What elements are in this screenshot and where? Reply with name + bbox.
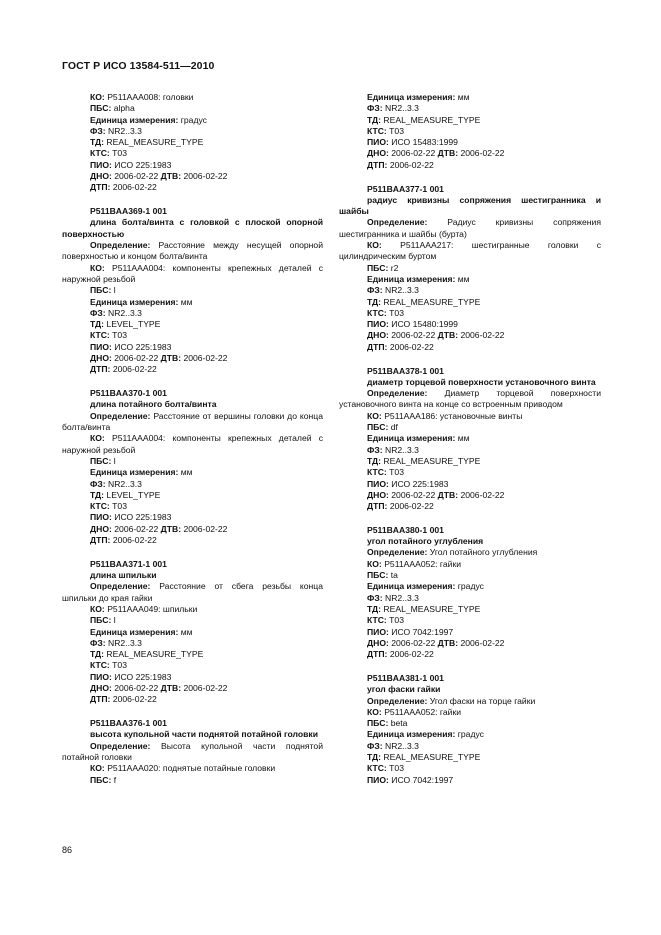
entry-code: P511BAA378-1 001 xyxy=(367,365,444,376)
unit-line: Единица измерения: градус xyxy=(367,729,484,740)
pbs-line: ПБС: l xyxy=(90,615,116,626)
td-line: ТД: REAL_MEASURE_TYPE xyxy=(367,114,481,125)
fz-line: ФЗ: NR2..3.3 xyxy=(90,637,142,648)
definition: Определение: Радиус кривизны сопряжения шестигранника и шайбы (бурта) xyxy=(339,217,601,239)
entry-name: высота купольной части поднятой потайной головки xyxy=(90,729,318,740)
dno-dtv-line: ДНО: 2006-02-22 ДТВ: 2006-02-22 xyxy=(90,353,228,364)
unit-line: Единица измерения: мм xyxy=(90,296,193,307)
left-column xyxy=(62,92,323,798)
ko-line: КО: P511AAA008: головки xyxy=(90,92,194,102)
entry-p511baa376 xyxy=(62,718,323,786)
pbs-line: ПБС: ta xyxy=(367,570,398,581)
page-number: 86 xyxy=(62,845,73,855)
entry-p511baa378 xyxy=(339,366,601,513)
fz-line: ФЗ: NR2..3.3 xyxy=(367,592,419,603)
pio-line: ПИО: ИСО 225:1983 xyxy=(90,159,172,170)
entry-p511baa370 xyxy=(62,388,323,546)
entry-p511baa380 xyxy=(339,525,601,661)
unit-line: Единица измерения: мм xyxy=(367,273,470,284)
pio-line: ПИО: ИСО 7042:1997 xyxy=(367,774,454,785)
pbs-line: ПБС: r2 xyxy=(367,262,399,273)
kts-line: КТС: T03 xyxy=(90,660,127,671)
definition: Определение: Расстояние между несущей опорной поверхностью и концом болта/винта xyxy=(62,240,323,262)
td-line: ТД: REAL_MEASURE_TYPE xyxy=(367,603,481,614)
dtp-line: ДТП: 2006-02-22 xyxy=(367,341,434,352)
dno-dtv-line: ДНО: 2006-02-22 ДТВ: 2006-02-22 xyxy=(90,171,228,182)
dtp-line: ДТП: 2006-02-22 xyxy=(90,182,157,193)
fz-line: ФЗ: NR2..3.3 xyxy=(367,285,419,296)
kts-line: КТС: T03 xyxy=(367,125,404,136)
entry-code: P511BAA380-1 001 xyxy=(367,524,444,535)
pio-line: ПИО: ИСО 15480:1999 xyxy=(367,319,458,330)
dno-dtv-line: ДНО: 2006-02-22 ДТВ: 2006-02-22 xyxy=(367,637,505,648)
entry-name: угол фаски гайки xyxy=(367,684,441,695)
td-line: ТД: REAL_MEASURE_TYPE xyxy=(90,649,204,660)
td-line: ТД: REAL_MEASURE_TYPE xyxy=(90,137,204,148)
unit-line: Единица измерения: градус xyxy=(367,581,484,592)
dno-dtv-line: ДНО: 2006-02-22 ДТВ: 2006-02-22 xyxy=(367,330,505,341)
dtp-line: ДТП: 2006-02-22 xyxy=(90,364,157,375)
definition: Определение: Расстояние от сбега резьбы конца шпильки до края гайки xyxy=(62,581,324,603)
fz-line: ФЗ: NR2..3.3 xyxy=(367,740,419,751)
kts-line: КТС: T03 xyxy=(367,467,404,478)
pbs-line: ПБС: alpha xyxy=(90,103,135,114)
entry-name: длина потайного болта/винта xyxy=(90,399,217,410)
dtp-line: ДТП: 2006-02-22 xyxy=(90,694,157,705)
pio-line: ПИО: ИСО 225:1983 xyxy=(90,512,172,523)
dno-dtv-line: ДНО: 2006-02-22 ДТВ: 2006-02-22 xyxy=(367,148,505,159)
entry-code: P511BAA371-1 001 xyxy=(90,558,167,569)
td-line: ТД: LEVEL_TYPE xyxy=(90,319,161,330)
pio-line: ПИО: ИСО 225:1983 xyxy=(90,671,172,682)
kts-line: КТС: T03 xyxy=(367,763,404,774)
entry-code: P511BAA369-1 001 xyxy=(90,206,167,217)
entry-code: P511BAA376-1 001 xyxy=(90,718,167,729)
entry-name: угол потайного углубления xyxy=(367,536,484,547)
definition: Определение: Высота купольной части поднятой потайной головки xyxy=(62,740,324,763)
kts-line: КТС: T03 xyxy=(90,501,127,512)
fz-line: ФЗ: NR2..3.3 xyxy=(90,307,142,318)
fz-line: ФЗ: NR2..3.3 xyxy=(90,125,142,136)
ko-line: КО: P511AAA049: шпильки xyxy=(90,603,198,614)
entry-p511baa369 xyxy=(62,206,323,375)
ko-line: КО: P511AAA004: компоненты крепежных деталей с наружной резьбой xyxy=(62,433,323,455)
unit-line: Единица измерения: градус xyxy=(90,114,207,125)
ko-line: КО: P511AAA052: гайки xyxy=(367,558,462,569)
entry-continued-right xyxy=(339,92,601,171)
td-line: ТД: REAL_MEASURE_TYPE xyxy=(367,752,481,763)
kts-line: КТС: T03 xyxy=(367,615,404,626)
pbs-line: ПБС: l xyxy=(90,285,116,296)
definition: Определение: Диаметр торцевой поверхности установочного винта на конце со встроенным приводом xyxy=(339,388,601,410)
entry-code: P511BAA370-1 001 xyxy=(90,388,167,399)
unit-line: Единица измерения: мм xyxy=(367,433,470,444)
entry-name: длина шпильки xyxy=(90,570,157,581)
fz-line: ФЗ: NR2..3.3 xyxy=(90,478,142,489)
document-header: ГОСТ Р ИСО 13584-511—2010 xyxy=(62,60,215,72)
pio-line: ПИО: ИСО 225:1983 xyxy=(90,341,172,352)
pio-line: ПИО: ИСО 7042:1997 xyxy=(367,626,454,637)
entry-name: диаметр торцевой поверхности установочного винта xyxy=(367,376,596,387)
ko-line: КО: P511AAA020: поднятые потайные головки xyxy=(90,763,276,774)
unit-line: Единица измерения: мм xyxy=(90,626,193,637)
dtp-line: ДТП: 2006-02-22 xyxy=(367,159,434,170)
dno-dtv-line: ДНО: 2006-02-22 ДТВ: 2006-02-22 xyxy=(90,683,228,694)
entry-code: P511BAA377-1 001 xyxy=(367,183,444,194)
fz-line: ФЗ: NR2..3.3 xyxy=(367,103,419,114)
entry-p511baa371 xyxy=(62,559,323,706)
pio-line: ПИО: ИСО 15483:1999 xyxy=(367,137,458,148)
dtp-line: ДТП: 2006-02-22 xyxy=(367,649,434,660)
pio-line: ПИО: ИСО 225:1983 xyxy=(367,478,449,489)
kts-line: КТС: T03 xyxy=(90,330,127,341)
definition: Определение: Расстояние от вершины головки до конца болта/винта xyxy=(62,410,323,433)
pbs-line: ПБС: l xyxy=(90,455,116,466)
kts-line: КТС: T03 xyxy=(90,148,127,159)
pbs-line: ПБС: f xyxy=(90,774,117,785)
entry-name: радиус кривизны сопряжения шестигранника и шайбы xyxy=(339,194,601,217)
td-line: ТД: REAL_MEASURE_TYPE xyxy=(367,296,481,307)
entry-p511baa381 xyxy=(339,673,601,786)
pbs-line: ПБС: df xyxy=(367,422,398,433)
td-line: ТД: LEVEL_TYPE xyxy=(90,489,161,500)
definition: Определение: Угол потайного углубления xyxy=(367,547,538,558)
unit-line: Единица измерения: мм xyxy=(90,467,193,478)
kts-line: КТС: T03 xyxy=(367,307,404,318)
dtp-line: ДТП: 2006-02-22 xyxy=(367,501,434,512)
ko-line: КО: P511AAA052: гайки xyxy=(367,706,462,717)
definition: Определение: Угол фаски на торце гайки xyxy=(367,695,536,706)
td-line: ТД: REAL_MEASURE_TYPE xyxy=(367,455,481,466)
dno-dtv-line: ДНО: 2006-02-22 ДТВ: 2006-02-22 xyxy=(90,523,228,534)
dtp-line: ДТП: 2006-02-22 xyxy=(90,534,157,545)
entry-p511baa377 xyxy=(339,184,601,353)
ko-line: КО: P511AAA217: шестигранные головки с цилиндрическим буртом xyxy=(339,240,602,262)
right-column xyxy=(339,92,601,798)
entry-name: длина болта/винта с головкой с плоской опорной поверхностью xyxy=(62,217,323,239)
entry-code: P511BAA381-1 001 xyxy=(367,672,444,683)
entry-continued-left xyxy=(62,92,323,194)
fz-line: ФЗ: NR2..3.3 xyxy=(367,444,419,455)
unit-line: Единица измерения: мм xyxy=(367,92,470,102)
ko-line: КО: P511AAA186: установочные винты xyxy=(367,410,523,421)
pbs-line: ПБС: beta xyxy=(367,718,408,729)
dno-dtv-line: ДНО: 2006-02-22 ДТВ: 2006-02-22 xyxy=(367,489,505,500)
ko-line: КО: P511AAA004: компоненты крепежных деталей с наружной резьбой xyxy=(62,262,323,284)
